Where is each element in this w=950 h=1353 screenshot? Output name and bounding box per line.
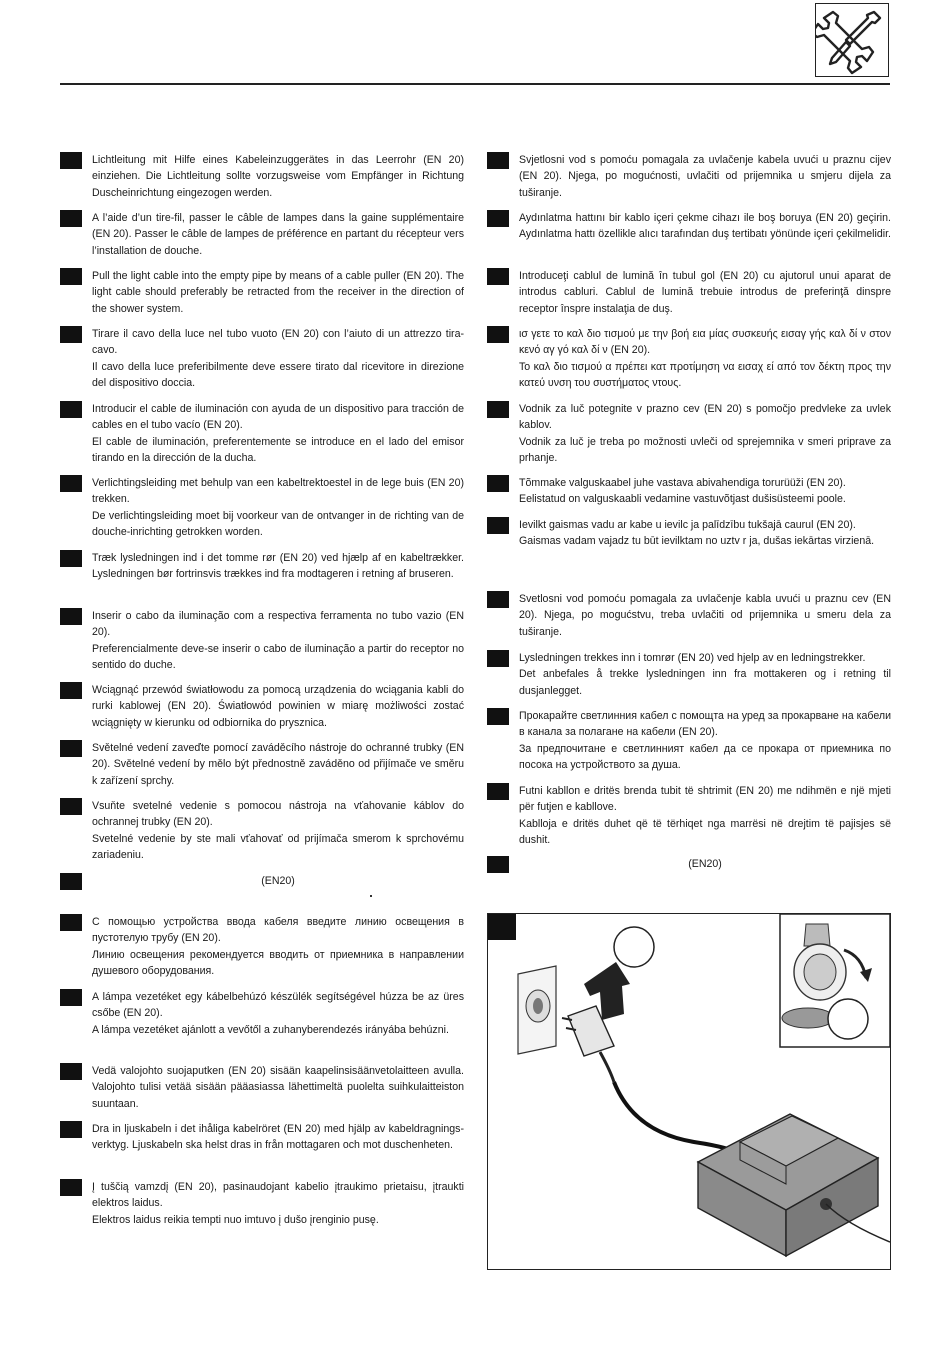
wrench-screwdriver-icon: [815, 3, 889, 77]
instruction-text: [519, 475, 891, 508]
instruction-line: Lichtleitung mit Hilfe eines Kabeleinzuggerätes in das Leerrohr (EN 20) einziehen. Die Lichtleitung sollte vorzugsweise vom Empfänger in Richtung Duscheinrichtung eingezogen werden.: [92, 154, 464, 199]
instruction-line: Vedä valojohto suojaputken (EN 20) sisään kaapelinsisäänvetolaitteen avulla. Valojohto tulisi vetää sisään pääasiassa lähettimeltä puolelta suihkulaitteiston suuntaan.: [92, 1065, 464, 1110]
language-marker: [487, 783, 509, 800]
instruction-line: Svjetlosni vod s pomoću pomagala za uvlačenje kabela uvući u praznu cijev (EN 20). Njega, po mogućnosti, uvlačiti od prijemnika u smjeru dijela za tuširanje.: [519, 154, 891, 199]
illustration-svg: [488, 914, 890, 1269]
instruction-text: [519, 268, 891, 317]
instruction-line: Aydınlatma hattını bir kablo içeri çekme cihazı ile boş boruya (EN 20) geçirin. Aydınlatma hattı özellikle alıcı tarafından duş tertibatı yönünde içeri çekilmelidir.: [519, 212, 891, 241]
instruction-text: [92, 1121, 464, 1154]
instruction-text: [92, 873, 464, 889]
instruction-text: [92, 152, 464, 201]
callout-circle: [614, 927, 654, 967]
language-marker: [60, 873, 82, 890]
instruction-text: [519, 152, 891, 201]
language-marker: [60, 1121, 82, 1138]
language-marker: [488, 914, 516, 940]
instruction-text: [92, 401, 464, 466]
instruction-text: [92, 989, 464, 1038]
instruction-line: Inserir o cabo da iluminação com a respectiva ferramenta no tubo vazio (EN 20).: [92, 610, 464, 639]
instruction-line: A lámpa vezetéket ajánlott a vevőtől a zuhanyberendezés irányába behúzni.: [92, 1023, 449, 1036]
language-marker: [60, 798, 82, 815]
language-marker: [60, 550, 82, 567]
instruction-text: [92, 914, 464, 979]
instruction-line: Vsuňte svetelné vedenie s pomocou nástroja na vťahovanie káblov do ochrannej trubky (EN 20).: [92, 800, 464, 829]
language-marker: [60, 152, 82, 169]
language-marker: [60, 1179, 82, 1196]
language-marker: [487, 401, 509, 418]
language-marker: [60, 268, 82, 285]
instruction-line: Gaismas vadam vajadz tu būt ievilktam no uztv r ja, dušas iekārtas virzienā.: [519, 535, 875, 548]
instruction-line: Svetlosni vod pomoću pomagala za uvlačenje kabla uvući u praznu cev (EN 20). Njega, po mogućstvu, treba uvlačiti od prijemnika u smeru dela za tuširanje.: [519, 593, 891, 638]
instruction-line: Į tuščią vamzdį (EN 20), pasinaudojant kabelio įtraukimo prietaisu, įtraukti elektros laidus.: [92, 1181, 464, 1210]
instruction-line: Introduceţi cablul de lumină în tubul gol (EN 20) cu ajutorul unui aparat de introdus cabluri. Cablul de lumină trebuie introdus de preferinţă dinspre receptor înspre instalaţia de duş.: [519, 270, 891, 315]
instruction-text: [92, 550, 464, 583]
instruction-line: Tõmmake valguskaabel juhe vastava abivahendiga torurüüži (EN 20).: [519, 477, 846, 489]
header-rule: [60, 83, 890, 85]
transformer-box: [698, 1114, 890, 1256]
instruction-line: Eelistatud on valguskaabli vedamine vastuvõtjast dušisüsteemi poole.: [519, 493, 846, 506]
instruction-text: [92, 210, 464, 259]
instruction-line: Preferencialmente deve-se inserir o cabo de iluminação a partir do receptor no sentido do duche.: [92, 642, 464, 671]
language-marker: [60, 326, 82, 343]
instruction-text: [92, 326, 464, 391]
language-marker: [60, 1063, 82, 1080]
instruction-line: Elektros laidus reikia tempti nuo imtuvo į dušo įrenginio pusę.: [92, 1213, 379, 1226]
instruction-line: ισ γετε το καλ διο τισμού με την βοή εια μίας συσκευής εισαγ γής καλ δί ν στον κενό αγ γό καλ δί ν (EN 20).: [519, 328, 891, 357]
instruction-line: Il cavo della luce preferibilmente deve essere tirato dal ricevitore in direzione del dispositivo doccia.: [92, 360, 464, 389]
instruction-line: Ievilkt gaismas vadu ar kabe u ievilc ja palīdzību tukšajā caurul (EN 20).: [519, 519, 856, 531]
language-marker: [487, 475, 509, 492]
wall-socket: [518, 966, 556, 1054]
instruction-line: Прокарайте светлинния кабел с помощта на уред за прокарване на кабели в канала за полагане на кабели (EN 20).: [519, 710, 891, 739]
instruction-text: [92, 1179, 464, 1228]
instruction-line: Линию освещения рекомендуется вводить от приемника в направлении душевого оборудования.: [92, 948, 464, 977]
instruction-text: [519, 650, 891, 699]
instruction-line: Vodnik za luč je treba po možnosti uvleči od sprejemnika v smeri priprave za prhanje.: [519, 435, 891, 464]
language-marker: [60, 989, 82, 1006]
language-marker: [60, 401, 82, 418]
language-marker: [60, 608, 82, 625]
language-marker: [60, 475, 82, 492]
language-marker: [487, 650, 509, 667]
instruction-line: Pull the light cable into the empty pipe by means of a cable puller (EN 20). The light cable should preferably be retracted from the receiver in the direction of the shower system.: [92, 270, 464, 315]
instruction-line: A l’aide d’un tire-fil, passer le câble de lampes dans la gaine supplémentaire (EN 20). Passer le câble de lampes de préférence en partant du récepteur vers l’installation de douche.: [92, 212, 464, 257]
instruction-line: (EN20): [688, 858, 722, 870]
language-marker: [487, 326, 509, 343]
instruction-text: [519, 708, 891, 773]
instruction-text: [92, 682, 464, 731]
language-marker: [487, 856, 509, 873]
instruction-line: Træk lysledningen ind i det tomme rør (EN 20) ved hjælp af en kabeltrækker. Lysledningen bør fortrinsvis trækkes ind fra modtageren i retning af bruseren.: [92, 552, 464, 581]
language-marker: [60, 740, 82, 757]
instruction-text: [519, 856, 891, 872]
instruction-line: Vodnik za luč potegnite v prazno cev (EN 20) s pomočjo predvleke za uvlek kablov.: [519, 403, 891, 432]
instruction-text: [92, 268, 464, 317]
instruction-line: (EN20): [261, 875, 295, 887]
instruction-text: [92, 798, 464, 863]
instruction-line: С помощью устройства ввода кабеля введите линию освещения в пустотелую трубу (EN 20).: [92, 916, 464, 945]
instruction-line: Tirare il cavo della luce nel tubo vuoto (EN 20) con l’aiuto di un attrezzo tira-cavo.: [92, 328, 464, 357]
instruction-line: Světelné vedení zaveďte pomocí zaváděcího nástroje do ochranné trubky (EN 20). Světelné vedení by mělo být přednostně zaváděno od přijímače ve směru k zařízení sprchy.: [92, 742, 464, 787]
instruction-text: [92, 740, 464, 789]
language-marker: [487, 210, 509, 227]
language-marker: [60, 682, 82, 699]
instruction-line: A lámpa vezetéket egy kábelbehúzó készülék segítségével húzza be az üres csőbe (EN 20).: [92, 991, 464, 1020]
instruction-line: Det anbefales å trekke lysledningen inn fra mottakeren og i retning til dusjanlegget.: [519, 668, 891, 697]
dot: [370, 895, 372, 897]
instruction-line: El cable de iluminación, preferentemente se introduce en el lado del emisor tirando en la dirección de la ducha.: [92, 435, 464, 464]
instruction-line: Kablloja e dritës duhet që të tërhiqet nga marrësi në drejtim të pajisjes së dushit.: [519, 817, 891, 846]
language-marker: [487, 591, 509, 608]
inset-detail: [780, 914, 890, 1047]
instruction-text: [92, 608, 464, 673]
language-marker: [487, 152, 509, 169]
language-marker: [487, 708, 509, 725]
instruction-line: Wciągnąć przewód światłowodu za pomocą urządzenia do wciągania kabli do rurki kablowej (EN 20). Światłowód powinien w miarę możliwości zostać wciągnięty w kierunku od odbiornika do prysznica.: [92, 684, 464, 729]
instruction-text: [519, 401, 891, 466]
instruction-line: Svetelné vedenie by ste mali vťahovať od prijímača smerom k sprchovému zariadeniu.: [92, 832, 464, 861]
instruction-text: [92, 1063, 464, 1112]
instruction-text: [92, 475, 464, 540]
instruction-line: Verlichtingsleiding met behulp van een kabeltrektoestel in de lege buis (EN 20) trekken.: [92, 477, 464, 506]
instruction-line: Dra in ljuskabeln i det ihåliga kabelröret (EN 20) med hjälp av kabeldragnings-verktyg. Ljuskabeln ska helst dras in från mottagaren och mot duschenheten.: [92, 1123, 464, 1152]
instruction-text: [519, 326, 891, 391]
instruction-text: [519, 783, 891, 848]
instruction-line: Introducir el cable de iluminación con ayuda de un dispositivo para tracción de cables en el tubo vacío (EN 20).: [92, 403, 464, 432]
language-marker: [487, 517, 509, 534]
instruction-line: Lysledningen trekkes inn i tomrør (EN 20) ved hjelp av en ledningstrekker.: [519, 652, 866, 664]
language-marker: [60, 914, 82, 931]
language-marker: [60, 210, 82, 227]
instruction-line: Το καλ διο τισμού α πρέπει κατ προτίμηση να εισαχ εί από τον δέκτη προς την κατεύ υνση του συστήματος ντους.: [519, 360, 891, 389]
instruction-line: De verlichtingsleiding moet bij voorkeur van de ontvanger in de richting van de douche-inrichting getrokken worden.: [92, 509, 464, 538]
instruction-text: [519, 517, 891, 550]
plug-transformer-illustration: [487, 913, 891, 1270]
language-marker: [487, 268, 509, 285]
instruction-text: [519, 210, 891, 243]
instruction-text: [519, 591, 891, 640]
instruction-line: Futni kabllon e dritës brenda tubit të shtrimit (EN 20) me ndihmën e një mjeti për futjen e kabllove.: [519, 785, 891, 814]
power-cable: [614, 1082, 744, 1156]
instruction-line: За предпочитане е светлинният кабел да се прокара от приемника по посока на устройството за душа.: [519, 742, 891, 771]
